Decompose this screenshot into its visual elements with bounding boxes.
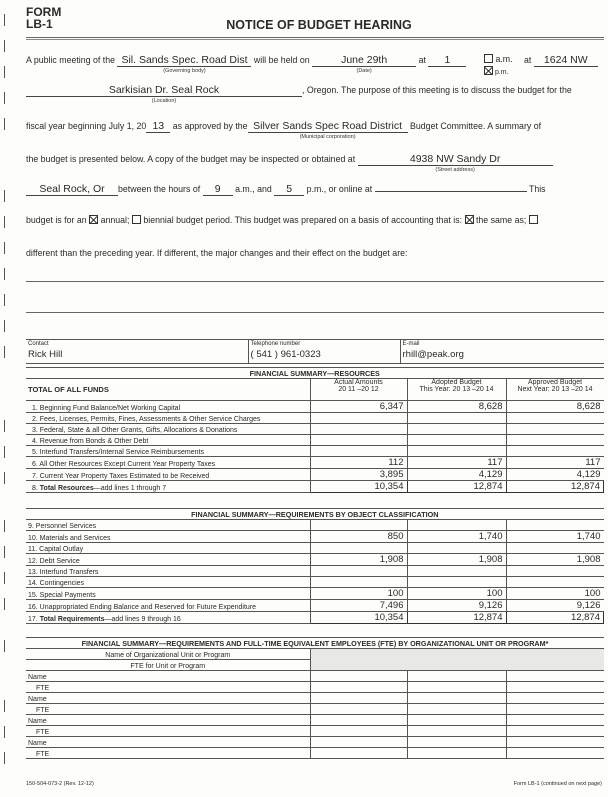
margin-mark xyxy=(4,446,5,458)
city-field[interactable]: Seal Rock, Or xyxy=(26,183,118,196)
table-row: 6. All Other Resources Except Current Year Property Taxes 112 117 117 xyxy=(26,457,604,469)
margin-mark xyxy=(4,572,5,584)
same-basis-checkbox[interactable] xyxy=(465,215,474,224)
margin-mark xyxy=(4,546,5,558)
municipal-corp-field[interactable]: Silver Sands Spec Road District (Municipal corporation) xyxy=(248,120,408,133)
margin-mark xyxy=(4,640,5,652)
title-divider xyxy=(26,37,604,40)
changes-line-1[interactable] xyxy=(26,281,604,282)
table-row: 12. Debt Service 1,908 1,908 1,908 xyxy=(26,554,604,566)
governing-body-field[interactable]: Sil. Sands Spec. Road Dist (Governing body) xyxy=(117,54,251,67)
resources-section-title: FINANCIAL SUMMARY—RESOURCES xyxy=(26,368,604,379)
fte-name-row: Name xyxy=(26,693,604,704)
table-row: 16. Unappropriated Ending Balance and Reserved for Future Expenditure 7,496 9,126 9,126 xyxy=(26,600,604,612)
am-checkbox[interactable] xyxy=(484,54,493,63)
table-row: 9. Personnel Services xyxy=(26,520,604,531)
fte-section-title: FINANCIAL SUMMARY—REQUIREMENTS AND FULL-TIME EQUIVALENT EMPLOYEES (FTE) BY ORGANIZATIONAL UNIT OR PROGRAM* xyxy=(26,638,604,649)
table-row: 2. Fees, Licenses, Permits, Fines, Assessments & Other Service Charges xyxy=(26,413,604,424)
form-id: FORM LB-1 xyxy=(26,5,62,31)
margin-mark xyxy=(4,420,5,432)
location-field-part2[interactable]: Sarkisian Dr. Seal Rock (Location) xyxy=(26,84,302,97)
resources-table xyxy=(26,367,604,493)
margin-mark xyxy=(4,598,5,610)
margin-mark xyxy=(4,520,5,532)
margin-mark xyxy=(4,190,5,202)
margin-mark xyxy=(4,726,5,738)
col-approved-header: Approved Budget Next Year: 20 13 –20 14 xyxy=(506,379,604,401)
pm-checkbox[interactable] xyxy=(484,66,493,75)
street-address-field[interactable]: 4938 NW Sandy Dr (Street address) xyxy=(358,153,553,166)
margin-mark xyxy=(4,216,5,228)
total-requirements-row: 17. Total Requirements—add lines 9 through 16 10,354 12,874 12,874 xyxy=(26,612,604,624)
table-row: 5. Interfund Transfers/Internal Service Reimbursements xyxy=(26,446,604,457)
total-all-funds-label: TOTAL OF ALL FUNDS xyxy=(26,379,310,401)
close-hour-field[interactable]: 5 xyxy=(274,183,304,196)
location-start: at 1624 NW xyxy=(524,54,598,67)
phone-cell[interactable]: Telephone number ( 541 ) 961-0323 xyxy=(248,340,400,364)
table-row: 1. Beginning Fund Balance/Net Working Capital 6,347 8,628 8,628 xyxy=(26,401,604,413)
margin-mark xyxy=(4,320,5,332)
total-resources-row: 8. Total Resources—add lines 1 through 7 10,354 12,874 12,874 xyxy=(26,481,604,493)
table-row: 14. Contingencies xyxy=(26,577,604,588)
fte-value-row: FTE xyxy=(26,704,604,715)
margin-mark xyxy=(4,66,5,78)
margin-mark xyxy=(4,472,5,484)
fte-value-row: FTE xyxy=(26,726,604,737)
table-row: 10. Materials and Services 850 1,740 1,740 xyxy=(26,531,604,543)
contact-table xyxy=(26,339,604,364)
fte-value-row: FTE xyxy=(26,748,604,759)
margin-mark xyxy=(4,268,5,280)
biennial-checkbox[interactable] xyxy=(132,215,141,224)
margin-mark xyxy=(4,752,5,764)
location-field-part1[interactable]: 1624 NW xyxy=(534,54,598,67)
notice-line-5: Seal Rock, Or between the hours of 9 a.m., and 5 p.m., or online at This xyxy=(26,183,546,196)
table-row: 3. Federal, State & all Other Grants, Gifts, Allocations & Donations xyxy=(26,424,604,435)
notice-line-3: fiscal year beginning July 1, 20 13 as approved by the Silver Sands Spec Road District (Municipal corporation) Budget Committee. A summary of xyxy=(26,120,542,140)
table-row: 4. Revenue from Bonds & Other Debt xyxy=(26,435,604,446)
open-hour-field[interactable]: 9 xyxy=(203,183,233,196)
fiscal-year-field[interactable]: 13 xyxy=(146,120,170,133)
page-title: NOTICE OF BUDGET HEARING xyxy=(226,18,412,32)
continued-note: Form LB-1 (continued on next page) xyxy=(513,781,602,787)
notice-line-6: budget is for an annual; biennial budget period. This budget was prepared on a basis of accounting that is: the same as; xyxy=(26,215,538,225)
notice-line-2: Sarkisian Dr. Seal Rock (Location) , Oregon. The purpose of this meeting is to discuss the budget for the xyxy=(26,84,572,97)
notice-line-7: different than the preceding year. If different, the major changes and their effect on the budget are: xyxy=(26,248,408,258)
table-row: 13. Interfund Transfers xyxy=(26,566,604,577)
time-field[interactable]: 1 xyxy=(428,54,466,67)
online-url-field[interactable] xyxy=(375,191,527,192)
margin-mark xyxy=(4,92,5,104)
pm-option: p.m. xyxy=(484,66,509,76)
col-adopted-header: Adopted Budget This Year: 20 13 –20 14 xyxy=(407,379,506,401)
fte-name-row: Name xyxy=(26,715,604,726)
table-row: 7. Current Year Property Taxes Estimated to be Received 3,895 4,129 4,129 xyxy=(26,469,604,481)
requirements-section-title: FINANCIAL SUMMARY—REQUIREMENTS BY OBJECT CLASSIFICATION xyxy=(26,509,604,520)
date-field[interactable]: June 29th (Date) xyxy=(312,54,416,67)
col-actual-header: Actual Amounts 20 11 –20 12 xyxy=(310,379,407,401)
notice-line-4: the budget is presented below. A copy of the budget may be inspected or obtained at 4938 NW Sandy Dr (Street address) xyxy=(26,153,553,166)
annual-checkbox[interactable] xyxy=(89,215,98,224)
email-cell[interactable]: E-mail rhill@peak.org xyxy=(400,340,604,364)
table-row: 15. Special Payments 100 100 100 xyxy=(26,588,604,600)
margin-mark xyxy=(4,700,5,712)
margin-mark xyxy=(4,294,5,306)
fte-table: FINANCIAL SUMMARY—REQUIREMENTS AND FULL-TIME EQUIVALENT EMPLOYEES (FTE) BY ORGANIZATIONAL UNIT OR PROGRAM* Name of Organizational Unit or Program FTE for Unit or Program Name FTE Name FTE Name FTE Name FTE xyxy=(26,637,604,759)
fte-name-row: Name xyxy=(26,737,604,748)
contact-cell[interactable]: Contact Rick Hill xyxy=(26,340,248,364)
notice-line-1: A public meeting of the Sil. Sands Spec. Road Dist (Governing body) will be held on June 29th (Date) at 1 xyxy=(26,54,466,67)
margin-mark xyxy=(4,118,5,130)
requirements-table xyxy=(26,508,604,624)
table-row: 11. Capital Outlay xyxy=(26,543,604,554)
margin-mark xyxy=(4,242,5,254)
margin-mark xyxy=(4,40,5,52)
fte-value-row: FTE xyxy=(26,682,604,693)
margin-mark xyxy=(4,346,5,358)
form-number: 150-504-073-2 (Rev. 12-12) xyxy=(26,781,94,787)
different-basis-checkbox[interactable] xyxy=(529,215,538,224)
am-pm-group: a.m. xyxy=(484,54,513,64)
shaded-header xyxy=(310,649,604,671)
fte-name-row: Name xyxy=(26,671,604,682)
changes-line-2[interactable] xyxy=(26,312,604,313)
